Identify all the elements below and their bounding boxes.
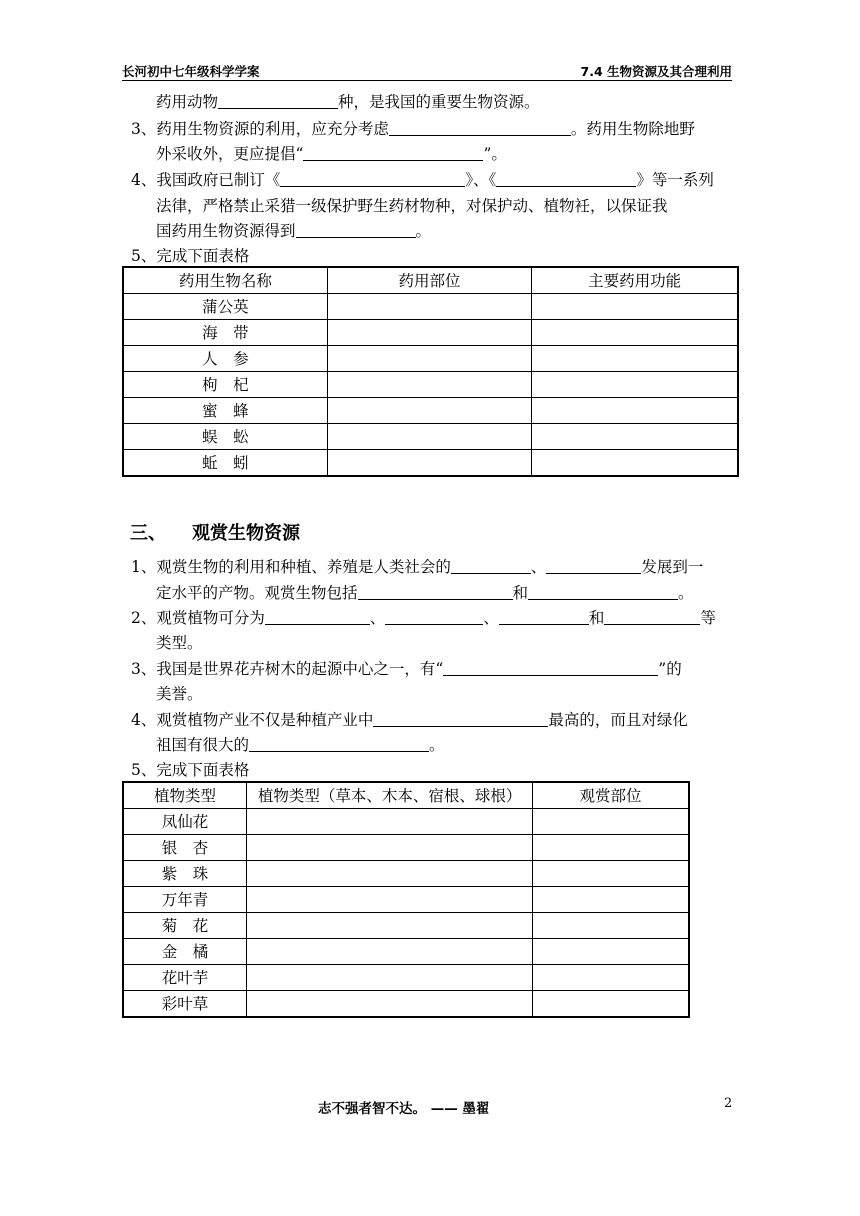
table-header-row (123, 267, 738, 294)
answer-blank[interactable] (249, 735, 429, 752)
table-row (123, 320, 738, 346)
table-row (123, 887, 689, 913)
s3-question-4-line2: 祖国有很大的 。 (156, 736, 445, 754)
plant-name: 彩叶草 (123, 991, 247, 1018)
organism-name: 蚯 蚓 (123, 450, 327, 477)
section-title: 观赏生物资源 (192, 523, 300, 544)
col-header: 主要药用功能 (532, 267, 738, 294)
answer-blank[interactable] (443, 659, 658, 676)
question-4-line2: 法律，严格禁止采猎一级保护野生药材物种，对保护动、植物衽，以保证我 (156, 197, 668, 215)
table-row (123, 965, 689, 991)
s3-question-3: 3、我国是世界花卉树木的起源中心之一，有“ ”的 (131, 660, 682, 678)
organism-name: 蜈 蚣 (123, 424, 327, 450)
table-row (123, 991, 689, 1018)
table-row (123, 913, 689, 939)
plant-name: 凤仙花 (123, 809, 247, 835)
section-heading (130, 519, 300, 545)
s3-question-2: 2、观赏植物可分为 、 、 和 等 (131, 609, 716, 627)
answer-cell[interactable] (327, 346, 531, 372)
answer-blank[interactable] (528, 583, 678, 600)
q2-continuation: 药用动物 种，是我国的重要生物资源。 (156, 93, 540, 111)
table-row (123, 939, 689, 965)
answer-blank[interactable] (303, 144, 483, 161)
answer-blank[interactable] (373, 710, 548, 727)
answer-cell[interactable] (533, 835, 689, 861)
answer-cell[interactable] (247, 861, 533, 887)
table-row (123, 346, 738, 372)
ornamental-plants-table (122, 781, 690, 1018)
answer-cell[interactable] (247, 809, 533, 835)
footer-motto: 志不强者智不达。 —— 墨翟 (318, 1101, 490, 1117)
col-header: 观赏部位 (533, 782, 689, 809)
col-header: 药用部位 (327, 267, 531, 294)
answer-cell[interactable] (533, 861, 689, 887)
plant-name: 万年青 (123, 887, 247, 913)
question-3: 3、药用生物资源的利用，应充分考虑 。药用生物除地野 (131, 120, 695, 138)
answer-blank[interactable] (265, 608, 370, 625)
answer-cell[interactable] (327, 450, 531, 477)
organism-name: 枸 杞 (123, 372, 327, 398)
header-lesson: 7.4 生物资源及其合理利用 (580, 64, 732, 79)
answer-blank[interactable] (296, 221, 416, 238)
plant-name: 银 杏 (123, 835, 247, 861)
answer-cell[interactable] (247, 887, 533, 913)
answer-blank[interactable] (604, 608, 700, 625)
plant-name: 菊 花 (123, 913, 247, 939)
answer-cell[interactable] (532, 372, 738, 398)
answer-cell[interactable] (532, 450, 738, 477)
answer-cell[interactable] (247, 835, 533, 861)
answer-cell[interactable] (533, 809, 689, 835)
table-row (123, 294, 738, 320)
organism-name: 海 带 (123, 320, 327, 346)
answer-cell[interactable] (532, 346, 738, 372)
answer-cell[interactable] (247, 939, 533, 965)
answer-blank[interactable] (499, 608, 589, 625)
question-4-line3: 国药用生物资源得到 。 (156, 222, 432, 240)
col-header: 植物类型 (123, 782, 247, 809)
answer-blank[interactable] (385, 608, 483, 625)
answer-cell[interactable] (532, 424, 738, 450)
section-number: 三、 (130, 523, 166, 544)
plant-name: 花叶芋 (123, 965, 247, 991)
s3-question-1-line2: 定水平的产物。观赏生物包括 和 。 (156, 584, 694, 602)
answer-blank[interactable] (218, 92, 338, 109)
answer-cell[interactable] (532, 294, 738, 320)
s3-question-4: 4、观赏植物产业不仅是种植产业中 最高的，而且对绿化 (131, 711, 688, 729)
table-row (123, 424, 738, 450)
col-header: 药用生物名称 (123, 267, 327, 294)
answer-cell[interactable] (533, 913, 689, 939)
table-header-row (123, 782, 689, 809)
question-5: 5、完成下面表格 (131, 247, 250, 265)
answer-cell[interactable] (533, 991, 689, 1018)
s3-question-2-line2: 类型。 (156, 634, 203, 652)
answer-cell[interactable] (532, 320, 738, 346)
answer-blank[interactable] (389, 119, 571, 136)
question-4: 4、我国政府已制订《 》、《 》等一系列 (131, 171, 714, 189)
header-school: 长河初中七年级科学学案 (122, 64, 260, 79)
page-header (122, 60, 732, 81)
table-row (123, 450, 738, 477)
organism-name: 蜜 蜂 (123, 398, 327, 424)
organism-name: 人 参 (123, 346, 327, 372)
question-3-line2: 外采收外，更应提倡“ ”。 (156, 145, 507, 163)
answer-blank[interactable] (546, 557, 641, 574)
page-number: 2 (724, 1096, 733, 1111)
answer-cell[interactable] (533, 939, 689, 965)
answer-cell[interactable] (247, 913, 533, 939)
plant-name: 金 橘 (123, 939, 247, 965)
answer-cell[interactable] (532, 398, 738, 424)
table-row (123, 861, 689, 887)
table-row (123, 835, 689, 861)
answer-cell[interactable] (327, 294, 531, 320)
answer-cell[interactable] (327, 372, 531, 398)
organism-name: 蒲公英 (123, 294, 327, 320)
answer-cell[interactable] (327, 424, 531, 450)
s3-question-5: 5、完成下面表格 (131, 761, 250, 779)
answer-cell[interactable] (327, 398, 531, 424)
col-header: 植物类型（草本、木本、宿根、球根） (247, 782, 533, 809)
answer-cell[interactable] (247, 991, 533, 1018)
table-row (123, 372, 738, 398)
answer-cell[interactable] (533, 965, 689, 991)
answer-blank[interactable] (280, 170, 465, 187)
table-row (123, 398, 738, 424)
answer-cell[interactable] (247, 965, 533, 991)
answer-cell[interactable] (533, 887, 689, 913)
answer-blank[interactable] (358, 583, 513, 600)
answer-blank[interactable] (451, 557, 531, 574)
s3-question-3-line2: 美誉。 (156, 685, 203, 703)
s3-question-1: 1、观赏生物的利用和种植、养殖是人类社会的 、 发展到一 (131, 558, 704, 576)
table-row (123, 809, 689, 835)
answer-cell[interactable] (327, 320, 531, 346)
answer-blank[interactable] (496, 170, 636, 187)
plant-name: 紫 珠 (123, 861, 247, 887)
medicinal-organisms-table (122, 266, 739, 477)
